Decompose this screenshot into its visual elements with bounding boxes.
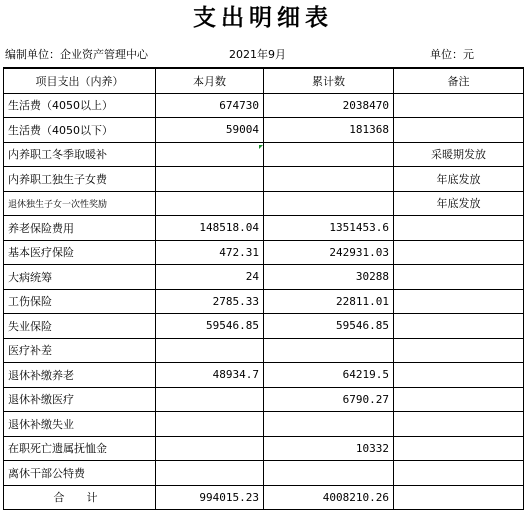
row-month-value[interactable]: 2785.33 [156, 289, 264, 314]
row-month-value[interactable]: 59004 [156, 118, 264, 143]
row-note[interactable] [394, 412, 524, 437]
row-name[interactable]: 基本医疗保险 [4, 240, 156, 265]
table-row [4, 387, 524, 412]
row-month-value[interactable] [156, 142, 264, 167]
row-month-value[interactable] [156, 167, 264, 192]
row-name[interactable]: 失业保险 [4, 314, 156, 339]
table-row [4, 436, 524, 461]
row-cumulative-value[interactable] [264, 461, 394, 486]
row-name[interactable]: 内养职工冬季取暖补 [4, 142, 156, 167]
row-name[interactable]: 生活费（4050以下） [4, 118, 156, 143]
row-month-value[interactable] [156, 436, 264, 461]
row-note[interactable] [394, 436, 524, 461]
row-note[interactable] [394, 265, 524, 290]
row-cumulative-value[interactable] [264, 338, 394, 363]
row-cumulative-value[interactable]: 181368 [264, 118, 394, 143]
row-month-value[interactable]: 59546.85 [156, 314, 264, 339]
row-month-value[interactable]: 24 [156, 265, 264, 290]
table-row [4, 412, 524, 437]
column-header-cumulative: 累计数 [264, 68, 394, 93]
row-note[interactable] [394, 240, 524, 265]
table-row [4, 191, 524, 216]
row-name[interactable]: 离休干部公特费 [4, 461, 156, 486]
table-row [4, 289, 524, 314]
total-label[interactable]: 合计 [4, 485, 156, 510]
table-header-row [4, 68, 524, 93]
table-row [4, 118, 524, 143]
table-row [4, 142, 524, 167]
row-month-value[interactable] [156, 338, 264, 363]
table-row [4, 363, 524, 388]
row-month-value[interactable]: 48934.7 [156, 363, 264, 388]
row-name[interactable]: 退休补缴失业 [4, 412, 156, 437]
total-note[interactable] [394, 485, 524, 510]
row-cumulative-value[interactable]: 2038470 [264, 93, 394, 118]
row-name[interactable]: 工伤保险 [4, 289, 156, 314]
column-header-item: 项目支出（内养） [4, 68, 156, 93]
row-month-value[interactable] [156, 387, 264, 412]
row-cumulative-value[interactable] [264, 191, 394, 216]
row-name[interactable]: 生活费（4050以上） [4, 93, 156, 118]
row-cumulative-value[interactable]: 22811.01 [264, 289, 394, 314]
table-row [4, 240, 524, 265]
row-month-value[interactable] [156, 461, 264, 486]
row-cumulative-value[interactable]: 64219.5 [264, 363, 394, 388]
row-cumulative-value[interactable]: 242931.03 [264, 240, 394, 265]
organization-label: 编制单位：企业资产管理中心 [5, 48, 148, 61]
table-row [4, 461, 524, 486]
row-name[interactable]: 退休补缴养老 [4, 363, 156, 388]
row-cumulative-value[interactable]: 6790.27 [264, 387, 394, 412]
total-month-value[interactable]: 994015.23 [156, 485, 264, 510]
row-cumulative-value[interactable] [264, 167, 394, 192]
period-label: 2021年9月 [229, 48, 286, 61]
total-row [4, 485, 524, 510]
row-cumulative-value[interactable]: 59546.85 [264, 314, 394, 339]
row-name[interactable]: 在职死亡遗属抚恤金 [4, 436, 156, 461]
row-cumulative-value[interactable]: 30288 [264, 265, 394, 290]
table-row [4, 93, 524, 118]
row-name[interactable]: 养老保险费用 [4, 216, 156, 241]
row-note[interactable] [394, 289, 524, 314]
row-name[interactable]: 医疗补差 [4, 338, 156, 363]
table-row [4, 265, 524, 290]
row-name[interactable]: 内养职工独生子女费 [4, 167, 156, 192]
column-header-note: 备注 [394, 68, 524, 93]
cell-comment-marker [259, 145, 263, 149]
row-note[interactable] [394, 314, 524, 339]
table-row [4, 167, 524, 192]
row-note[interactable] [394, 93, 524, 118]
row-month-value[interactable]: 674730 [156, 93, 264, 118]
row-note[interactable] [394, 387, 524, 412]
row-month-value[interactable] [156, 191, 264, 216]
row-cumulative-value[interactable]: 10332 [264, 436, 394, 461]
row-note[interactable] [394, 338, 524, 363]
row-note[interactable] [394, 363, 524, 388]
table-row [4, 216, 524, 241]
row-note[interactable] [394, 216, 524, 241]
row-month-value[interactable]: 148518.04 [156, 216, 264, 241]
row-cumulative-value[interactable] [264, 142, 394, 167]
row-name[interactable]: 退休独生子女一次性奖励 [4, 191, 156, 216]
total-cumulative-value[interactable]: 4008210.26 [264, 485, 394, 510]
row-note[interactable]: 年底发放 [394, 167, 524, 192]
row-note[interactable]: 采暖期发放 [394, 142, 524, 167]
column-header-month: 本月数 [156, 68, 264, 93]
row-cumulative-value[interactable] [264, 412, 394, 437]
currency-unit-label: 单位：元 [430, 48, 474, 61]
page-title: 支出明细表 [193, 4, 333, 31]
row-month-value[interactable] [156, 412, 264, 437]
table-row [4, 314, 524, 339]
expense-table [3, 67, 524, 510]
row-month-value[interactable]: 472.31 [156, 240, 264, 265]
row-name[interactable]: 退休补缴医疗 [4, 387, 156, 412]
row-note[interactable] [394, 118, 524, 143]
row-cumulative-value[interactable]: 1351453.6 [264, 216, 394, 241]
row-name[interactable]: 大病统筹 [4, 265, 156, 290]
row-note[interactable] [394, 461, 524, 486]
table-row [4, 338, 524, 363]
row-note[interactable]: 年底发放 [394, 191, 524, 216]
